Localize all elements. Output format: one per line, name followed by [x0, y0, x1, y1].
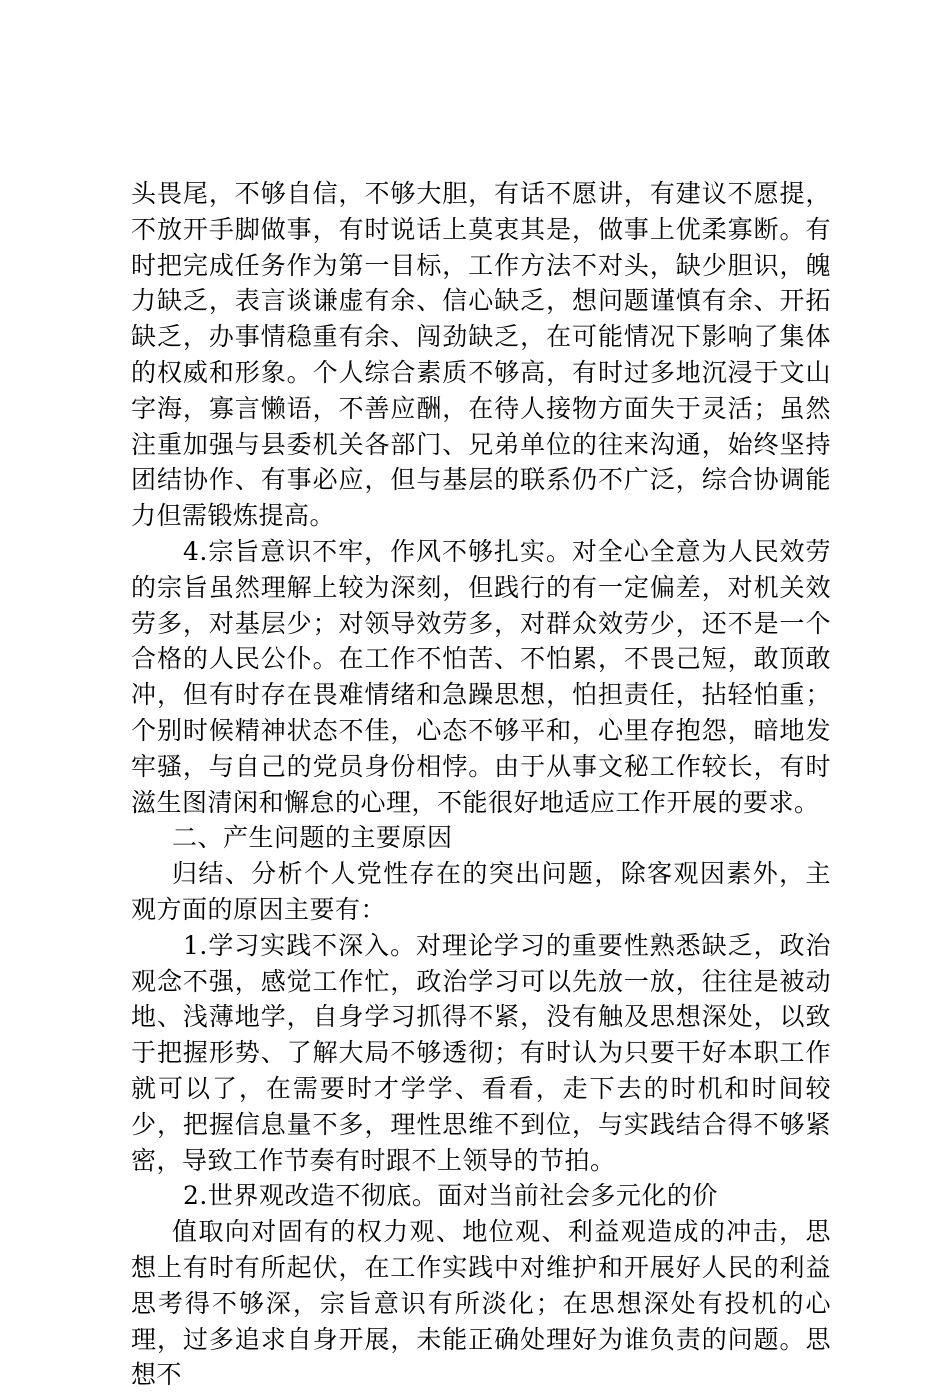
document-page	[131, 176, 831, 1393]
section-heading-causes: 二、产生问题的主要原因	[172, 823, 453, 853]
paragraph-worldview-heading: 2.世界观改造不彻底。面对当前社会多元化的价	[183, 1181, 718, 1211]
paragraph-purpose-awareness: 4.宗旨意识不牢，作风不够扎实。对全心全意为人民效劳的宗旨虽然理解上较为深刻，但践行的有一定偏差，对机关效劳多，对基层少；对领导效劳多，对群众效劳少，还不是一个合格的人民公仆。在工作不怕苦、不怕累，不畏己短，敢顶敢冲，但有时存在畏难情绪和急躁思想，怕担责任，拈轻怕重；个别时候精神状态不佳，心态不够平和，心里存抱怨，暗地发牢骚，与自己的党员身份相悖。由于从事文秘工作较长，有时滋生图清闲和懈怠的心理，不能很好地适应工作开展的要求。	[131, 536, 831, 817]
paragraph-causes-intro: 归结、分析个人党性存在的突出问题，除客观因素外，主观方面的原因主要有：	[131, 859, 831, 924]
paragraph-worldview-body: 值取向对固有的权力观、地位观、利益观造成的冲击，思想上有时有所起伏，在工作实践中对维护和开展好人民的利益思考得不够深，宗旨意识有所淡化；在思想深处有投机的心理，过多追求自身开展，未能正确处理好为谁负责的问题。思想不	[131, 1217, 831, 1390]
paragraph-study-practice: 1.学习实践不深入。对理论学习的重要性熟悉缺乏，政治观念不强，感觉工作忙，政治学习可以先放一放，往往是被动地、浅薄地学，自身学习抓得不紧，没有触及思想深处，以致于把握形势、了解大局不够透彻；有时认为只要干好本职工作就可以了，在需要时才学学、看看，走下去的时机和时间较少，把握信息量不多，理性思维不到位，与实践结合得不够紧密，导致工作节奏有时跟不上领导的节拍。	[131, 930, 831, 1175]
paragraph-continuation: 头畏尾，不够自信，不够大胆，有话不愿讲，有建议不愿提，不放开手脚做事，有时说话上莫衷其是，做事上优柔寡断。有时把完成任务作为第一目标，工作方法不对头，缺少胆识，魄力缺乏，表言谈谦虚有余、信心缺乏，想问题谨慎有余、开拓缺乏，办事情稳重有余、闯劲缺乏，在可能情况下影响了集体的权威和形象。个人综合素质不够高，有时过多地沉浸于文山字海，寡言懒语，不善应酬，在待人接物方面失于灵活；虽然注重加强与县委机关各部门、兄弟单位的往来沟通，始终坚持团结协作、有事必应，但与基层的联系仍不广泛，综合协调能力但需锻炼提高。	[131, 179, 831, 531]
